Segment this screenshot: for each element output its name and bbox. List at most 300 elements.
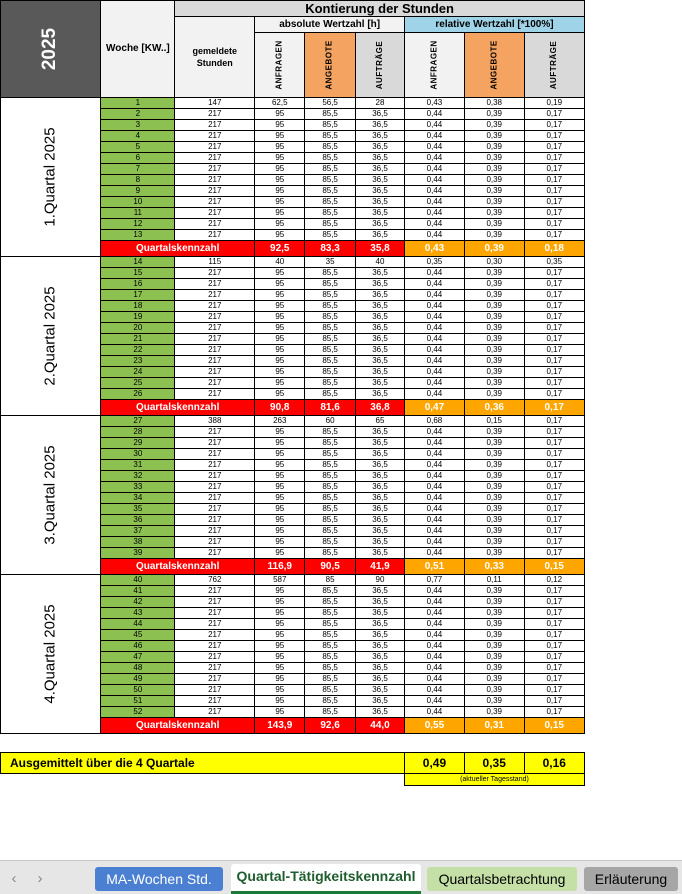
value-cell: 36,5	[355, 597, 404, 608]
gap-row	[1, 734, 682, 753]
value-cell: 0,12	[524, 575, 584, 586]
value-cell: 0,44	[405, 449, 464, 460]
value-cell: 36,5	[355, 460, 404, 471]
value-cell: 95	[255, 208, 305, 219]
value-cell: 0,17	[524, 378, 584, 389]
gemeldete-cell: 217	[175, 378, 255, 389]
value-cell: 95	[255, 334, 305, 345]
value-cell: 0,39	[464, 345, 524, 356]
week-cell: 17	[101, 290, 175, 301]
gemeldete-cell: 217	[175, 334, 255, 345]
value-cell: 56,5	[305, 98, 355, 109]
week-cell: 38	[101, 537, 175, 548]
tab-quartalsbetrachtung[interactable]: Quartalsbetrachtung	[427, 867, 577, 891]
value-cell: 95	[255, 460, 305, 471]
week-cell: 21	[101, 334, 175, 345]
quartalskennzahl-value: 90,5	[305, 559, 355, 575]
value-cell: 0,17	[524, 630, 584, 641]
value-cell: 0,44	[405, 279, 464, 290]
value-cell: 0,17	[524, 515, 584, 526]
value-cell: 85,5	[305, 685, 355, 696]
value-cell: 0,17	[524, 696, 584, 707]
value-cell: 85,5	[305, 537, 355, 548]
spacer	[584, 707, 682, 718]
value-cell: 0,17	[524, 345, 584, 356]
value-cell: 0,44	[405, 460, 464, 471]
value-cell: 36,5	[355, 109, 404, 120]
gemeldete-cell: 388	[175, 416, 255, 427]
value-cell: 36,5	[355, 641, 404, 652]
value-cell: 0,39	[464, 619, 524, 630]
value-cell: 0,39	[464, 493, 524, 504]
table-row	[1, 120, 682, 131]
value-cell: 36,5	[355, 548, 404, 559]
value-cell: 0,17	[524, 685, 584, 696]
week-cell: 20	[101, 323, 175, 334]
tab-erlaeuterung[interactable]: Erläuterung	[584, 867, 678, 891]
spacer	[584, 230, 682, 241]
value-cell: 0,17	[524, 438, 584, 449]
week-cell: 26	[101, 389, 175, 400]
value-cell: 0,39	[464, 449, 524, 460]
spacer	[584, 663, 682, 674]
value-cell: 95	[255, 504, 305, 515]
value-cell: 0,17	[524, 334, 584, 345]
week-cell: 52	[101, 707, 175, 718]
gemeldete-cell: 217	[175, 537, 255, 548]
table-row	[1, 301, 682, 312]
spacer	[584, 548, 682, 559]
quartalskennzahl-value: 35,8	[355, 241, 404, 257]
value-cell: 36,5	[355, 630, 404, 641]
spacer	[584, 537, 682, 548]
week-cell: 40	[101, 575, 175, 586]
table-row	[1, 460, 682, 471]
table-row	[1, 219, 682, 230]
year-cell	[1, 1, 101, 98]
value-cell: 0,44	[405, 219, 464, 230]
week-cell: 48	[101, 663, 175, 674]
value-cell: 0,17	[524, 301, 584, 312]
gemeldete-cell: 217	[175, 345, 255, 356]
quartalskennzahl-value: 0,33	[464, 559, 524, 575]
tab-quartal-taetigkeitskennzahl[interactable]: Quartal-Tätigkeitskennzahl	[231, 864, 421, 894]
value-cell: 40	[355, 257, 404, 268]
quarter-label: 1.Quartal 2025	[1, 98, 101, 257]
value-cell: 85,5	[305, 696, 355, 707]
value-cell: 95	[255, 707, 305, 718]
value-cell: 36,5	[355, 685, 404, 696]
value-cell: 85,5	[305, 197, 355, 208]
value-cell: 95	[255, 663, 305, 674]
value-cell: 0,39	[464, 696, 524, 707]
value-cell: 0,39	[464, 674, 524, 685]
week-cell: 47	[101, 652, 175, 663]
quartalskennzahl-value: 0,15	[524, 559, 584, 575]
value-cell: 0,44	[405, 268, 464, 279]
value-cell: 0,39	[464, 537, 524, 548]
value-cell: 0,39	[464, 515, 524, 526]
value-cell: 95	[255, 323, 305, 334]
spacer	[584, 438, 682, 449]
value-cell: 0,17	[524, 493, 584, 504]
quarter-label: 2.Quartal 2025	[1, 257, 101, 416]
value-cell: 0,39	[464, 378, 524, 389]
value-cell: 85,5	[305, 504, 355, 515]
value-cell: 0,44	[405, 175, 464, 186]
value-cell: 0,44	[405, 312, 464, 323]
gemeldete-cell: 217	[175, 312, 255, 323]
value-cell: 0,39	[464, 438, 524, 449]
tab-scroll-right-icon[interactable]: ›	[30, 869, 50, 889]
value-cell: 0,17	[524, 356, 584, 367]
value-cell: 95	[255, 268, 305, 279]
value-cell: 0,39	[464, 548, 524, 559]
quartalskennzahl-value: 0,51	[405, 559, 464, 575]
value-cell: 0,17	[524, 153, 584, 164]
value-cell: 36,5	[355, 504, 404, 515]
spacer	[584, 652, 682, 663]
value-cell: 95	[255, 230, 305, 241]
value-cell: 0,44	[405, 131, 464, 142]
spacer	[584, 597, 682, 608]
value-cell: 0,11	[464, 575, 524, 586]
table-row	[1, 608, 682, 619]
value-cell: 85,5	[305, 493, 355, 504]
value-cell: 36,5	[355, 164, 404, 175]
gemeldete-cell: 115	[175, 257, 255, 268]
table-row	[1, 630, 682, 641]
gemeldete-cell: 217	[175, 389, 255, 400]
gemeldete-cell: 217	[175, 323, 255, 334]
quartalskennzahl-value: 0,17	[524, 400, 584, 416]
value-cell: 0,15	[464, 416, 524, 427]
value-cell: 0,35	[524, 257, 584, 268]
week-cell: 19	[101, 312, 175, 323]
spacer	[584, 427, 682, 438]
gemeldete-cell: 217	[175, 230, 255, 241]
value-cell: 36,5	[355, 345, 404, 356]
value-cell: 28	[355, 98, 404, 109]
value-cell: 36,5	[355, 438, 404, 449]
value-cell: 95	[255, 367, 305, 378]
value-cell: 0,17	[524, 268, 584, 279]
table-row	[1, 526, 682, 537]
value-cell: 65	[355, 416, 404, 427]
week-cell: 5	[101, 142, 175, 153]
spacer	[584, 493, 682, 504]
value-cell: 95	[255, 652, 305, 663]
table-row	[1, 707, 682, 718]
gemeldete-cell: 762	[175, 575, 255, 586]
value-cell: 0,17	[524, 120, 584, 131]
value-cell: 0,30	[464, 257, 524, 268]
value-cell: 0,17	[524, 175, 584, 186]
value-cell: 36,5	[355, 707, 404, 718]
kontierung-header: Kontierung der Stunden	[175, 1, 584, 17]
table-row	[1, 416, 682, 427]
value-cell: 36,5	[355, 471, 404, 482]
value-cell: 36,5	[355, 230, 404, 241]
table-row	[1, 449, 682, 460]
value-cell: 95	[255, 515, 305, 526]
value-cell: 0,17	[524, 164, 584, 175]
col-anfragen-abs: ANFRAGEN	[255, 33, 305, 98]
value-cell: 0,44	[405, 378, 464, 389]
spacer	[584, 674, 682, 685]
gemeldete-cell: 217	[175, 427, 255, 438]
value-cell: 263	[255, 416, 305, 427]
spacer	[584, 301, 682, 312]
value-cell: 0,17	[524, 290, 584, 301]
value-cell: 0,44	[405, 504, 464, 515]
value-cell: 0,17	[524, 674, 584, 685]
table-row	[1, 696, 682, 707]
spacer	[584, 630, 682, 641]
value-cell: 85,5	[305, 389, 355, 400]
table-row	[1, 131, 682, 142]
value-cell: 85,5	[305, 586, 355, 597]
value-cell: 36,5	[355, 674, 404, 685]
spacer	[584, 120, 682, 131]
value-cell: 95	[255, 356, 305, 367]
quartalskennzahl-value: 0,39	[464, 241, 524, 257]
value-cell: 85,5	[305, 707, 355, 718]
value-cell: 85,5	[305, 120, 355, 131]
value-cell: 95	[255, 279, 305, 290]
gemeldete-cell: 217	[175, 164, 255, 175]
spacer	[584, 559, 682, 575]
value-cell: 0,17	[524, 537, 584, 548]
value-cell: 0,17	[524, 197, 584, 208]
gemeldete-cell: 217	[175, 652, 255, 663]
average-label: Ausgemittelt über die 4 Quartale	[1, 753, 405, 774]
sheet-tab-bar	[0, 860, 682, 894]
value-cell: 60	[305, 416, 355, 427]
spacer	[584, 753, 682, 774]
value-cell: 0,39	[464, 290, 524, 301]
spacer	[584, 515, 682, 526]
value-cell: 36,5	[355, 652, 404, 663]
gemeldete-cell: 217	[175, 460, 255, 471]
quarter-label: 3.Quartal 2025	[1, 416, 101, 575]
value-cell: 95	[255, 619, 305, 630]
value-cell: 0,44	[405, 471, 464, 482]
quartalskennzahl-value: 0,31	[464, 718, 524, 734]
value-cell: 95	[255, 186, 305, 197]
value-cell: 0,17	[524, 219, 584, 230]
quartalskennzahl-value: 0,15	[524, 718, 584, 734]
value-cell: 0,44	[405, 367, 464, 378]
value-cell: 95	[255, 312, 305, 323]
value-cell: 85,5	[305, 526, 355, 537]
value-cell: 0,39	[464, 301, 524, 312]
value-cell: 85,5	[305, 301, 355, 312]
value-cell: 0,44	[405, 345, 464, 356]
spacer	[584, 109, 682, 120]
value-cell: 85,5	[305, 641, 355, 652]
value-cell: 0,17	[524, 619, 584, 630]
table-row	[1, 290, 682, 301]
week-cell: 7	[101, 164, 175, 175]
value-cell: 0,17	[524, 460, 584, 471]
table-row	[1, 493, 682, 504]
value-cell: 95	[255, 526, 305, 537]
value-cell: 85,5	[305, 449, 355, 460]
week-cell: 31	[101, 460, 175, 471]
value-cell: 0,44	[405, 493, 464, 504]
table-row	[1, 597, 682, 608]
table-row	[1, 153, 682, 164]
value-cell: 95	[255, 493, 305, 504]
value-cell: 0,17	[524, 586, 584, 597]
quartalskennzahl-value: 92,6	[305, 718, 355, 734]
table-row	[1, 230, 682, 241]
gemeldete-cell: 217	[175, 608, 255, 619]
week-cell: 13	[101, 230, 175, 241]
table-row	[1, 186, 682, 197]
value-cell: 36,5	[355, 334, 404, 345]
week-cell: 29	[101, 438, 175, 449]
table-row	[1, 257, 682, 268]
value-cell: 0,39	[464, 279, 524, 290]
value-cell: 0,39	[464, 597, 524, 608]
value-cell: 85,5	[305, 427, 355, 438]
gemeldete-cell: 217	[175, 268, 255, 279]
gemeldete-cell: 217	[175, 696, 255, 707]
value-cell: 0,39	[464, 586, 524, 597]
value-cell: 36,5	[355, 515, 404, 526]
table-row	[1, 197, 682, 208]
value-cell: 36,5	[355, 389, 404, 400]
quartalskennzahl-row	[1, 400, 682, 416]
gemeldete-cell: 217	[175, 279, 255, 290]
col-angebote-abs: ANGEBOTE	[305, 33, 355, 98]
spacer	[584, 504, 682, 515]
gemeldete-cell: 217	[175, 449, 255, 460]
table-row	[1, 619, 682, 630]
table-row	[1, 427, 682, 438]
value-cell: 85,5	[305, 356, 355, 367]
value-cell: 0,17	[524, 312, 584, 323]
value-cell: 0,44	[405, 164, 464, 175]
value-cell: 95	[255, 696, 305, 707]
value-cell: 85,5	[305, 323, 355, 334]
value-cell: 0,44	[405, 652, 464, 663]
value-cell: 0,17	[524, 471, 584, 482]
spacer	[584, 334, 682, 345]
value-cell: 0,39	[464, 334, 524, 345]
week-cell: 42	[101, 597, 175, 608]
table-row	[1, 345, 682, 356]
quartalskennzahl-value: 44,0	[355, 718, 404, 734]
value-cell: 0,44	[405, 142, 464, 153]
value-cell: 85,5	[305, 608, 355, 619]
value-cell: 0,44	[405, 515, 464, 526]
value-cell: 0,77	[405, 575, 464, 586]
value-cell: 0,35	[405, 257, 464, 268]
value-cell: 36,5	[355, 526, 404, 537]
value-cell: 0,39	[464, 186, 524, 197]
value-cell: 0,39	[464, 460, 524, 471]
table-row	[1, 367, 682, 378]
value-cell: 0,17	[524, 449, 584, 460]
table-row	[1, 663, 682, 674]
spacer	[584, 208, 682, 219]
gemeldete-cell: 217	[175, 619, 255, 630]
value-cell: 90	[355, 575, 404, 586]
value-cell: 85,5	[305, 230, 355, 241]
average-value: 0,16	[524, 753, 584, 774]
value-cell: 85,5	[305, 219, 355, 230]
table-row	[1, 109, 682, 120]
week-cell: 22	[101, 345, 175, 356]
value-cell: 0,44	[405, 230, 464, 241]
gemeldete-cell: 217	[175, 438, 255, 449]
week-cell: 43	[101, 608, 175, 619]
value-cell: 0,39	[464, 630, 524, 641]
value-cell: 0,17	[524, 526, 584, 537]
gemeldete-cell: 147	[175, 98, 255, 109]
spacer	[584, 312, 682, 323]
gemeldete-cell: 217	[175, 142, 255, 153]
value-cell: 0,44	[405, 674, 464, 685]
spacer	[584, 619, 682, 630]
value-cell: 0,44	[405, 323, 464, 334]
spacer	[584, 641, 682, 652]
table-row	[1, 164, 682, 175]
tab-scroll-left-icon[interactable]: ‹	[4, 869, 24, 889]
spacer	[584, 696, 682, 707]
value-cell: 95	[255, 685, 305, 696]
value-cell: 0,39	[464, 175, 524, 186]
table-row	[1, 548, 682, 559]
value-cell: 0,44	[405, 696, 464, 707]
value-cell: 0,39	[464, 427, 524, 438]
spacer	[1, 734, 682, 753]
week-cell: 23	[101, 356, 175, 367]
gemeldete-cell: 217	[175, 548, 255, 559]
value-cell: 95	[255, 175, 305, 186]
spacer	[584, 131, 682, 142]
tab-ma-wochen[interactable]: MA-Wochen Std.	[95, 867, 223, 891]
value-cell: 36,5	[355, 312, 404, 323]
value-cell: 0,39	[464, 268, 524, 279]
value-cell: 95	[255, 449, 305, 460]
quartalskennzahl-value: 83,3	[305, 241, 355, 257]
spacer	[584, 241, 682, 257]
value-cell: 36,5	[355, 378, 404, 389]
value-cell: 36,5	[355, 186, 404, 197]
value-cell: 0,17	[524, 707, 584, 718]
table-row	[1, 438, 682, 449]
value-cell: 95	[255, 597, 305, 608]
value-cell: 85,5	[305, 630, 355, 641]
value-cell: 95	[255, 301, 305, 312]
value-cell: 36,5	[355, 493, 404, 504]
quartalskennzahl-label: Quartalskennzahl	[101, 400, 255, 416]
week-cell: 45	[101, 630, 175, 641]
spacer	[584, 197, 682, 208]
value-cell: 0,39	[464, 219, 524, 230]
value-cell: 95	[255, 142, 305, 153]
value-cell: 85,5	[305, 268, 355, 279]
value-cell: 0,39	[464, 608, 524, 619]
table-row	[1, 175, 682, 186]
value-cell: 0,39	[464, 504, 524, 515]
value-cell: 0,17	[524, 597, 584, 608]
value-cell: 85,5	[305, 663, 355, 674]
